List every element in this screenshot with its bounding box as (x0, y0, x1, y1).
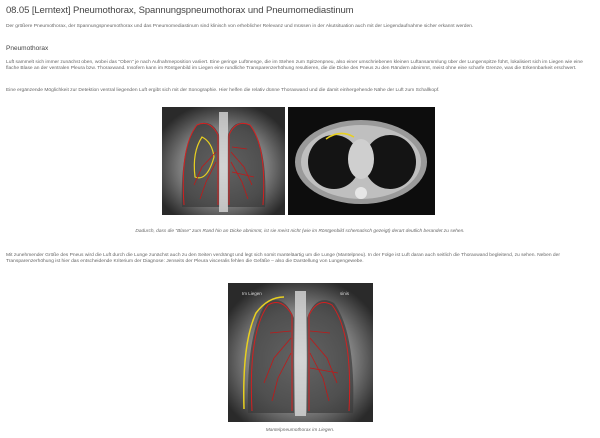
intro-text: Der größere Pneumothorax, der Spannungspneumothorax und das Pneumomediastinum sind klinisch von erheblicher Relevanz und müssen in der Akutsituation auch mit der Liegendaufnahme sicher erkannt werden. (6, 24, 474, 29)
image-label-right: sinis (340, 291, 350, 296)
image-caption-2: Mantelpneumothorax im Liegen. (265, 428, 335, 433)
image-label-left: Im Liegen (242, 291, 262, 296)
chest-xray-image-1 (162, 107, 285, 215)
paragraph-3: Mit zunehmender Größe des Pneus wird die Luft durch die Lunge zunächst auch zu den Seiten verdrängt und legt sich somit manteläartig um die Lunge (Mantelpneu). In der Folge ist Luft daran auch seitlich die Thoraxwand begleitend, zu sehen. Neben der Transparenzerhöhung ist hier das entscheidende Kriterium der Diagnose: Jenseits der Pleura visceralis fehlen die Gefäße – also die Darstellung von Lungengewebe. (6, 253, 560, 265)
section-heading: Pneumothorax (6, 45, 49, 52)
page-title: 08.05 [Lerntext] Pneumothorax, Spannungspneumothorax und Pneumomediastinum (6, 5, 354, 16)
paragraph-2: Eine ergänzende Möglichkeit zur Detektion ventral liegenden Luft ergibt sich mit der Sonographie. Hier helfen die relativ dünne Thoraxwand und die damit einhergehende Nähe der Luft zum Schallkopf. (6, 88, 440, 93)
ct-axial-image (288, 107, 435, 215)
image-caption-1: Dadurch, dass die "Blase" zum Rand hin an Dicke abnimmt, ist sie meist nicht (wie im Röntgenbild schematisch gezeigt) derart deutlich berandet zu sehen. (135, 229, 465, 234)
paragraph-1: Luft sammelt sich immer zunächst oben, wobei das "Oben" je nach Aufnahmeposition variiert. Eine geringe Luftmenge, die im Stehen zum Spitzenpneu, also einer umschriebenen kleinen Luftansammlung über der Lungenspitze führt, lokalisiert sich im Liegen wie eine flache Blase an der ventralen Pleura bzw. Thoraxwand. Insofern kann im Röntgenbild im Liegen eine rundliche Transparenzerhöhung resultieren, die die Dicke des Pneus zu den Rändern abnimmt, meist ohne eine scharfe Grenze, was die Erkennbarkeit erschwert. (6, 60, 583, 72)
chest-xray-image-2 (228, 283, 373, 422)
